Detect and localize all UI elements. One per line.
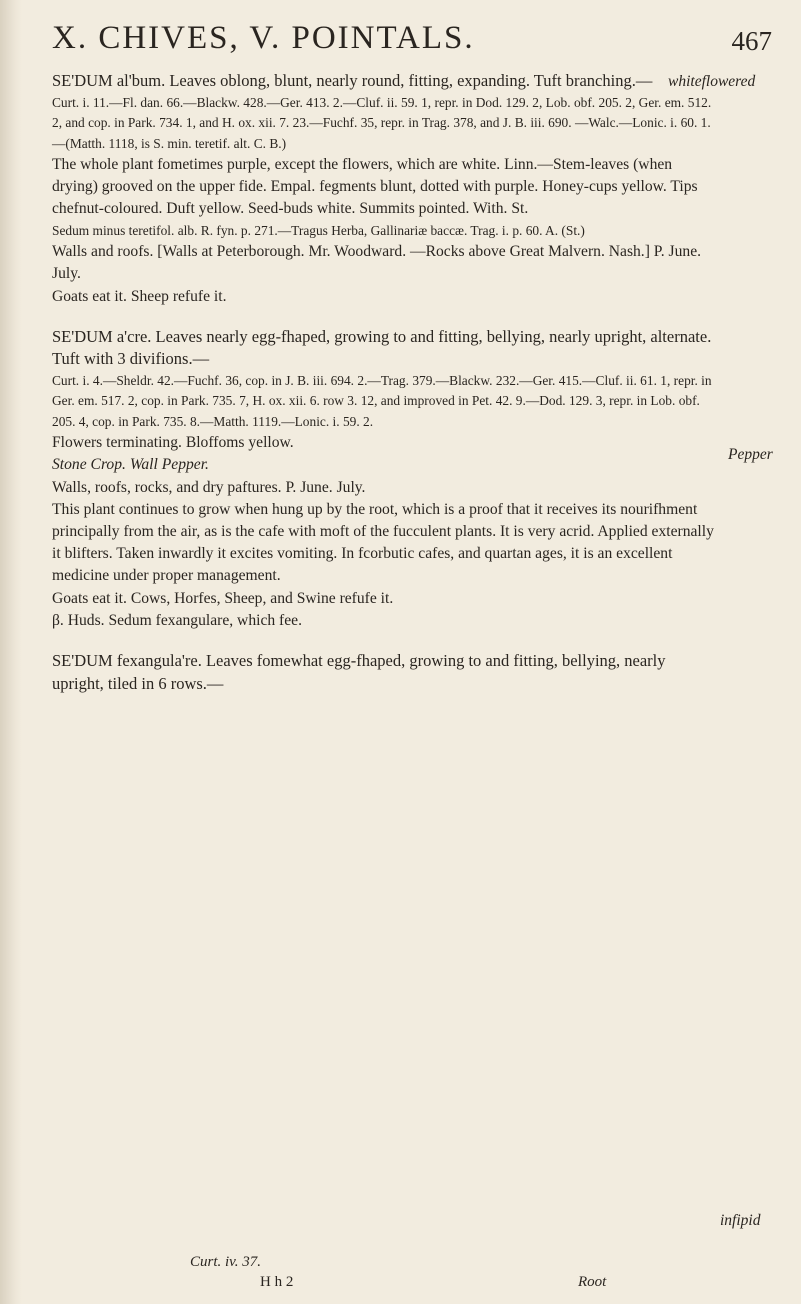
entry-flowers: Flowers terminating. Bloffoms yellow.: [52, 434, 294, 452]
entry-habitat: Walls, roofs, rocks, and dry paftures. P. June. July.: [52, 478, 366, 496]
footer-reference: Curt. iv. 37.: [190, 1254, 261, 1270]
entry-headline: SE'DUM al'bum. Leaves oblong, blunt, nearly round, fitting, expanding. Tuft branching.—: [52, 71, 653, 90]
page-gutter: [0, 0, 22, 1304]
entry-description: The whole plant fometimes purple, except the flowers, which are white. Linn.—Stem-leaves (when drying) grooved on the upper fide. Empal. fegments blunt, dotted with purple. Honey-cups yellow. Tips chefnut-coloured. Duft yellow. Seed-buds white. Summits pointed. With. St.: [52, 156, 698, 218]
entry-headline: SE'DUM a'cre. Leaves nearly egg-fhaped, growing to and fitting, bellying, nearly upright, alternate. Tuft with 3 divifions.—: [52, 326, 712, 369]
margin-note: Pepper: [728, 446, 773, 463]
signature-mark: H h 2: [260, 1274, 294, 1290]
margin-note: whiteflowered: [668, 73, 756, 90]
entry-variety: β. Huds. Sedum fexangulare, which fee.: [52, 611, 302, 629]
entry-notes: Goats eat it. Sheep refufe it.: [52, 287, 227, 305]
entry-references: Curt. i. 4.—Sheldr. 42.—Fuchf. 36, cop. in J. B. iii. 694. 2.—Trag. 379.—Blackw. 232.—Ger. 415.—Cluf. ii. 61. 1, repr. in Ger. em. 517. 2, cop. in Park. 735. 7, H. ox. xii. 6. row 3. 12, and improved in Pet. 42. 9.—Dod. 129. 3, repr. in Lob. obf. 205. 4, cop. in Park. 735. 8.—Matth. 1119.—Lonic. i. 59. 2.: [52, 372, 712, 429]
entry-description: This plant continues to grow when hung up by the root, which is a proof that it receives its nourifhment principally from the air, as is the cafe with moft of the fucculent plants. It is very acrid. Applied externally it blifters. Taken inwardly it excites vomiting. In fcorbutic cafes, and quartan ages, it is an excellent medicine under proper management.: [52, 500, 714, 585]
entry-sedum-album: [52, 70, 717, 308]
page-number: 467: [731, 26, 772, 56]
catchword: Root: [578, 1274, 607, 1290]
entry-habitat: Walls and roofs. [Walls at Peterborough. Mr. Woodward. —Rocks above Great Malvern. Nash.] P. June. July.: [52, 243, 702, 283]
margin-note: infipid: [720, 1212, 761, 1229]
running-head: X. CHIVES, V. POINTALS.: [52, 20, 475, 56]
entry-sedum-sexangulare: [52, 650, 717, 695]
entry-synonyms: Sedum minus teretifol. alb. R. fyn. p. 271.—Tragus Herba, Gallinariæ baccæ. Trag. i. p. 60. A. (St.): [52, 222, 585, 238]
entry-sedum-acre: [52, 326, 717, 632]
entry-references: Curt. i. 11.—Fl. dan. 66.—Blackw. 428.—Ger. 413. 2.—Cluf. ii. 59. 1, repr. in Dod. 129. 2, Lob. obf. 205. 2, Ger. em. 512. 2, and cop. in Park. 734. 1, and H. ox. xii. 7. 23.—Fuchf. 35, repr. in Trag. 378, and J. B. iii. 690. —Walc.—Lonic. i. 60. 1.—(Matth. 1118, is S. min. teretif. alt. C. B.): [52, 94, 712, 151]
page-body: [52, 70, 717, 713]
entry-common-names: Stone Crop. Wall Pepper.: [52, 456, 209, 474]
page-header: [52, 20, 772, 64]
entry-notes: Goats eat it. Cows, Horfes, Sheep, and Swine refufe it.: [52, 589, 394, 607]
entry-headline: SE'DUM fexangula're. Leaves fomewhat egg-fhaped, growing to and fitting, bellying, nearly upright, tiled in 6 rows.—: [52, 651, 666, 693]
